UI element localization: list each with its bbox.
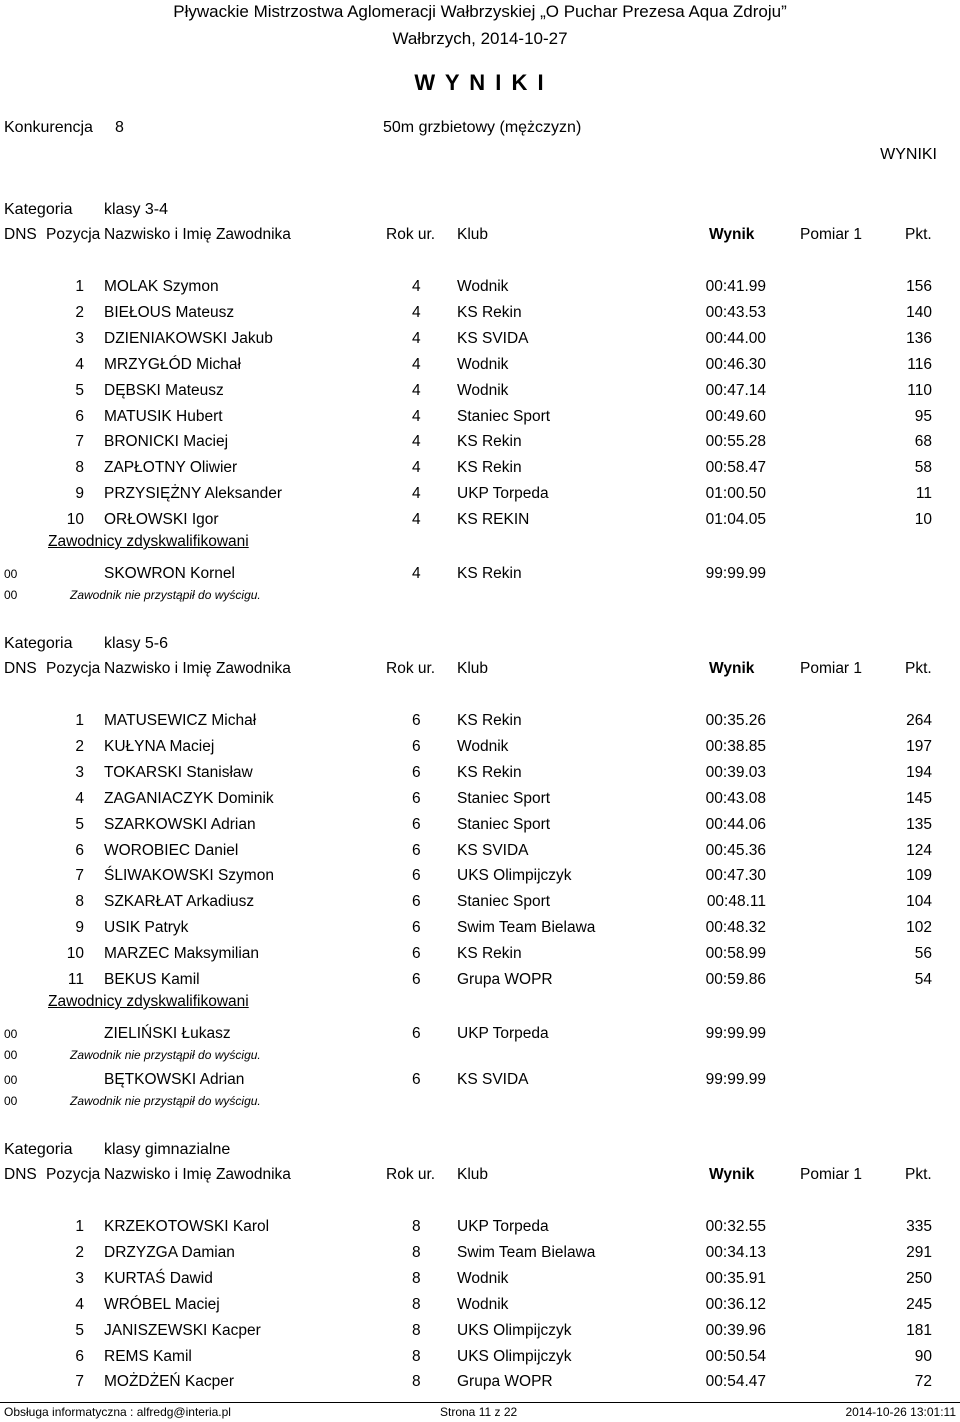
club-name: KS Rekin (457, 763, 522, 781)
athlete-name: ZAPŁOTNY Oliwier (104, 459, 238, 477)
birth-year: 6 (412, 789, 421, 807)
disqualified-row (0, 563, 960, 585)
dns-code: 00 (4, 1026, 18, 1041)
dns-code: 00 (4, 588, 18, 602)
points: 264 (906, 712, 932, 729)
points: 124 (906, 841, 932, 859)
result-row (0, 302, 960, 324)
birth-year: 6 (412, 919, 421, 937)
column-header-result: Wynik (709, 660, 755, 677)
birth-year: 6 (412, 945, 421, 963)
points: 58 (914, 459, 932, 477)
result-time: 00:47.30 (705, 867, 766, 885)
disqualification-note: Zawodnik nie przystąpił do wyścigu. (70, 1093, 261, 1108)
points: 102 (906, 919, 932, 937)
result-row (0, 431, 960, 453)
result-row (0, 736, 960, 758)
points: 145 (906, 789, 932, 807)
column-header-name: Nazwisko i Imię Zawodnika (104, 660, 291, 677)
points: 54 (914, 971, 932, 988)
points: 335 (906, 1218, 932, 1235)
athlete-name: MOŻDŻEŃ Kacper (104, 1373, 235, 1391)
result-row (0, 865, 960, 887)
birth-year: 6 (412, 737, 421, 755)
column-header-position: Pozycja (46, 660, 101, 677)
result-time: 99:99.99 (705, 565, 766, 582)
birth-year: 6 (412, 867, 421, 885)
birth-year: 6 (412, 815, 421, 833)
points: 197 (906, 737, 932, 755)
footer-timestamp: 2014-10-26 13:01:11 (845, 1405, 956, 1419)
result-time: 00:48.11 (706, 893, 766, 911)
birth-year: 8 (412, 1321, 421, 1339)
athlete-name: BEKUS Kamil (104, 971, 200, 988)
birth-year: 8 (412, 1218, 421, 1235)
column-header-name: Nazwisko i Imię Zawodnika (104, 226, 291, 243)
club-name: UKS Olimpijczyk (457, 1347, 572, 1365)
club-name: Wodnik (457, 355, 509, 373)
result-row (0, 457, 960, 479)
column-header-year: Rok ur. (386, 1166, 436, 1183)
result-time: 00:55.28 (705, 433, 766, 451)
result-time: 00:46.30 (705, 355, 766, 373)
points: 10 (914, 511, 932, 529)
club-name: Wodnik (457, 737, 509, 755)
column-header-row (0, 224, 960, 246)
athlete-name: JANISZEWSKI Kacper (104, 1321, 261, 1339)
result-row (0, 1268, 960, 1290)
result-row (0, 814, 960, 836)
column-header-split: Pomiar 1 (800, 1166, 863, 1183)
athlete-name: KUŁYNA Maciej (104, 737, 215, 755)
result-position: 6 (75, 407, 84, 425)
result-time: 00:39.03 (705, 763, 766, 781)
result-row (0, 1242, 960, 1264)
result-position: 2 (75, 1243, 84, 1261)
result-row (0, 406, 960, 428)
birth-year: 8 (412, 1373, 421, 1391)
result-row (0, 1294, 960, 1316)
athlete-name: SZARKOWSKI Adrian (104, 815, 256, 833)
column-header-club: Klub (457, 660, 489, 677)
club-name: Staniec Sport (457, 815, 551, 833)
result-position: 10 (66, 511, 84, 529)
club-name: Wodnik (457, 1269, 509, 1287)
result-row (0, 943, 960, 965)
club-name: UKP Torpeda (457, 485, 549, 503)
birth-year: 4 (412, 511, 421, 529)
result-position: 2 (75, 303, 84, 321)
points: 56 (914, 945, 932, 963)
result-time: 01:00.50 (705, 485, 766, 503)
footer-contact: Obsługa informatyczna : alfredg@interia.pl (4, 1405, 231, 1419)
result-time: 00:49.60 (705, 407, 766, 425)
result-row (0, 276, 960, 298)
athlete-name: DĘBSKI Mateusz (104, 381, 224, 399)
result-position: 4 (75, 355, 84, 373)
club-name: Grupa WOPR (457, 971, 553, 988)
result-time: 00:44.06 (705, 815, 766, 833)
club-name: UKS Olimpijczyk (457, 1321, 572, 1339)
result-time: 00:50.54 (705, 1347, 766, 1365)
birth-year: 4 (412, 329, 421, 347)
event-name: 50m grzbietowy (mężczyzn) (383, 119, 582, 136)
athlete-name: PRZYSIĘŻNY Aleksander (104, 485, 283, 503)
club-name: KS SVIDA (457, 841, 529, 859)
disqualified-row (0, 1069, 960, 1091)
column-header-row (0, 658, 960, 680)
column-header-club: Klub (457, 1166, 489, 1183)
category-label: Kategoria (4, 1141, 73, 1158)
column-header-dns: DNS (4, 1166, 37, 1183)
result-row (0, 917, 960, 939)
club-name: Wodnik (457, 278, 509, 295)
birth-year: 8 (412, 1269, 421, 1287)
result-time: 00:54.47 (705, 1373, 766, 1391)
club-name: KS Rekin (457, 565, 522, 582)
result-time: 00:36.12 (705, 1295, 766, 1313)
result-position: 8 (75, 893, 84, 911)
result-position: 4 (75, 789, 84, 807)
result-time: 00:43.53 (705, 303, 766, 321)
result-row (0, 762, 960, 784)
result-position: 8 (75, 459, 84, 477)
result-time: 00:35.26 (705, 712, 766, 729)
result-time: 00:45.36 (705, 841, 766, 859)
athlete-name: SKOWRON Kornel (104, 565, 235, 582)
footer-page-number: Strona 11 z 22 (440, 1405, 518, 1419)
result-position: 7 (75, 1373, 84, 1391)
category-label: Kategoria (4, 635, 73, 652)
result-time: 00:44.00 (705, 329, 766, 347)
result-row (0, 1346, 960, 1368)
club-name: KS REKIN (457, 511, 530, 529)
result-row (0, 891, 960, 913)
result-time: 00:58.47 (705, 459, 766, 477)
points: 95 (914, 407, 932, 425)
athlete-name: USIK Patryk (104, 919, 189, 937)
competition-title: Pływackie Mistrzostwa Aglomeracji Wałbrzyskiej „O Puchar Prezesa Aqua Zdroju” (173, 2, 787, 21)
result-row (0, 483, 960, 505)
result-position: 3 (75, 1269, 84, 1287)
points: 135 (906, 815, 932, 833)
athlete-name: BRONICKI Maciej (104, 433, 229, 451)
athlete-name: KURTAŚ Dawid (104, 1269, 213, 1287)
result-position: 1 (75, 278, 84, 295)
club-name: Grupa WOPR (457, 1373, 553, 1391)
birth-year: 4 (412, 433, 421, 451)
result-time: 00:39.96 (705, 1321, 766, 1339)
athlete-name: ZAGANIACZYK Dominik (104, 789, 274, 807)
club-name: KS SVIDA (457, 1070, 529, 1088)
points: 181 (906, 1321, 932, 1339)
place-date: Wałbrzych, 2014-10-27 (392, 29, 568, 48)
result-position: 1 (75, 712, 84, 729)
result-row (0, 840, 960, 862)
birth-year: 8 (412, 1243, 421, 1261)
result-position: 7 (75, 867, 84, 885)
column-header-position: Pozycja (46, 226, 101, 243)
club-name: KS Rekin (457, 459, 522, 477)
column-header-year: Rok ur. (386, 226, 436, 243)
result-row (0, 509, 960, 531)
result-position: 9 (75, 919, 84, 937)
birth-year: 4 (412, 303, 421, 321)
points: 194 (906, 763, 932, 781)
result-position: 2 (75, 737, 84, 755)
column-header-points: Pkt. (905, 1166, 932, 1183)
column-header-row (0, 1164, 960, 1186)
points: 72 (914, 1373, 932, 1391)
disqualification-note: Zawodnik nie przystąpił do wyścigu. (70, 588, 261, 602)
athlete-name: MRZYGŁÓD Michał (104, 355, 241, 373)
result-row (0, 1320, 960, 1342)
points: 291 (906, 1243, 932, 1261)
result-position: 5 (75, 381, 84, 399)
birth-year: 6 (412, 971, 421, 988)
result-position: 10 (66, 945, 84, 963)
result-time: 99:99.99 (705, 1070, 766, 1088)
disqualified-row (0, 1023, 960, 1045)
category-name: klasy 5-6 (104, 635, 169, 652)
birth-year: 6 (412, 1070, 421, 1088)
result-position: 6 (75, 1347, 84, 1365)
points: 109 (906, 867, 932, 885)
birth-year: 4 (412, 407, 421, 425)
result-position: 9 (75, 485, 84, 503)
result-time: 00:41.99 (705, 278, 766, 295)
result-row (0, 354, 960, 376)
points: 136 (906, 329, 932, 347)
column-header-result: Wynik (709, 1166, 755, 1183)
result-time: 00:35.91 (705, 1269, 766, 1287)
points: 104 (906, 893, 932, 911)
club-name: UKS Olimpijczyk (457, 867, 572, 885)
result-time: 00:43.08 (705, 789, 766, 807)
column-header-split: Pomiar 1 (800, 660, 863, 677)
result-position: 3 (75, 763, 84, 781)
birth-year: 6 (412, 1024, 421, 1042)
dns-code: 00 (4, 567, 18, 581)
result-time: 00:38.85 (705, 737, 766, 755)
result-position: 5 (75, 1321, 84, 1339)
birth-year: 8 (412, 1295, 421, 1313)
athlete-name: REMS Kamil (104, 1347, 192, 1365)
category-label: Kategoria (4, 201, 73, 218)
category-name: klasy 3-4 (104, 201, 169, 218)
column-header-split: Pomiar 1 (800, 226, 863, 243)
result-time: 00:48.32 (705, 919, 766, 937)
athlete-name: BIEŁOUS Mateusz (104, 303, 235, 321)
column-header-year: Rok ur. (386, 660, 436, 677)
club-name: UKP Torpeda (457, 1024, 549, 1042)
result-position: 4 (75, 1295, 84, 1313)
result-row (0, 710, 960, 732)
result-position: 3 (75, 329, 84, 347)
birth-year: 4 (412, 355, 421, 373)
athlete-name: BĘTKOWSKI Adrian (104, 1070, 245, 1088)
result-row (0, 788, 960, 810)
birth-year: 4 (412, 459, 421, 477)
disqualification-note-row (0, 1046, 960, 1064)
athlete-name: ŚLIWAKOWSKI Szymon (104, 867, 274, 885)
result-time: 00:47.14 (705, 381, 766, 399)
birth-year: 6 (412, 712, 421, 729)
athlete-name: DZIENIAKOWSKI Jakub (104, 329, 273, 347)
page-footer (0, 1402, 960, 1422)
results-tag: WYNIKI (880, 146, 937, 163)
athlete-name: KRZEKOTOWSKI Karol (104, 1218, 270, 1235)
athlete-name: TOKARSKI Stanisław (104, 763, 253, 781)
dns-code: 00 (4, 1047, 18, 1062)
column-header-dns: DNS (4, 226, 37, 243)
points: 156 (906, 278, 932, 295)
birth-year: 8 (412, 1347, 421, 1365)
disqualification-note: Zawodnik nie przystąpił do wyścigu. (70, 1047, 261, 1062)
athlete-name: WOROBIEC Daniel (104, 841, 239, 859)
column-header-dns: DNS (4, 660, 37, 677)
points: 11 (915, 485, 932, 503)
athlete-name: MARZEC Maksymilian (104, 945, 260, 963)
column-header-points: Pkt. (905, 226, 932, 243)
birth-year: 6 (412, 763, 421, 781)
points: 110 (907, 381, 932, 399)
dns-code: 00 (4, 1072, 18, 1087)
results-heading: W Y N I K I (414, 70, 546, 95)
points: 250 (906, 1269, 932, 1287)
athlete-name: SZKARŁAT Arkadiusz (104, 893, 255, 911)
event-number: 8 (115, 119, 124, 136)
dns-code: 00 (4, 1093, 18, 1108)
points: 68 (914, 433, 932, 451)
result-time: 00:34.13 (705, 1243, 766, 1261)
club-name: Swim Team Bielawa (457, 919, 596, 937)
club-name: KS Rekin (457, 945, 522, 963)
athlete-name: DRZYZGA Damian (104, 1243, 235, 1261)
birth-year: 4 (412, 381, 421, 399)
points: 140 (906, 303, 932, 321)
club-name: Swim Team Bielawa (457, 1243, 596, 1261)
result-time: 01:04.05 (705, 511, 766, 529)
points: 90 (914, 1347, 932, 1365)
result-row (0, 328, 960, 350)
result-row (0, 1371, 960, 1393)
athlete-name: MATUSIK Hubert (104, 407, 223, 425)
athlete-name: MOLAK Szymon (104, 278, 219, 295)
athlete-name: MATUSEWICZ Michał (104, 712, 257, 729)
result-position: 1 (75, 1218, 84, 1235)
athlete-name: ORŁOWSKI Igor (104, 511, 219, 529)
result-time: 99:99.99 (705, 1024, 766, 1042)
club-name: KS Rekin (457, 303, 522, 321)
birth-year: 6 (412, 893, 421, 911)
club-name: KS SVIDA (457, 329, 529, 347)
result-time: 00:58.99 (705, 945, 766, 963)
column-header-position: Pozycja (46, 1166, 101, 1183)
disqualification-note-row (0, 1092, 960, 1110)
category-name: klasy gimnazialne (104, 1141, 231, 1158)
disqualification-note-row (0, 586, 960, 604)
points: 116 (907, 355, 932, 373)
result-position: 5 (75, 815, 84, 833)
disqualified-heading: Zawodnicy zdyskwalifikowani (48, 992, 249, 1010)
column-header-points: Pkt. (905, 660, 932, 677)
club-name: UKP Torpeda (457, 1218, 549, 1235)
result-position: 7 (75, 433, 84, 451)
result-position: 11 (67, 971, 84, 988)
club-name: KS Rekin (457, 712, 522, 729)
birth-year: 6 (412, 841, 421, 859)
club-name: Staniec Sport (457, 893, 551, 911)
disqualified-heading: Zawodnicy zdyskwalifikowani (48, 533, 249, 550)
club-name: Staniec Sport (457, 407, 551, 425)
result-time: 00:32.55 (705, 1218, 766, 1235)
result-position: 6 (75, 841, 84, 859)
club-name: KS Rekin (457, 433, 522, 451)
athlete-name: ZIELIŃSKI Łukasz (104, 1024, 231, 1042)
club-name: Wodnik (457, 381, 509, 399)
club-name: Staniec Sport (457, 789, 551, 807)
result-row (0, 1216, 960, 1238)
birth-year: 4 (412, 278, 421, 295)
column-header-result: Wynik (709, 226, 755, 243)
column-header-club: Klub (457, 226, 489, 243)
result-row (0, 969, 960, 991)
points: 245 (906, 1295, 932, 1313)
birth-year: 4 (412, 565, 421, 582)
column-header-name: Nazwisko i Imię Zawodnika (104, 1166, 291, 1183)
event-label: Konkurencja (4, 119, 93, 136)
athlete-name: WRÓBEL Maciej (104, 1295, 220, 1313)
birth-year: 4 (412, 485, 421, 503)
result-time: 00:59.86 (705, 971, 766, 988)
club-name: Wodnik (457, 1295, 509, 1313)
result-row (0, 380, 960, 402)
